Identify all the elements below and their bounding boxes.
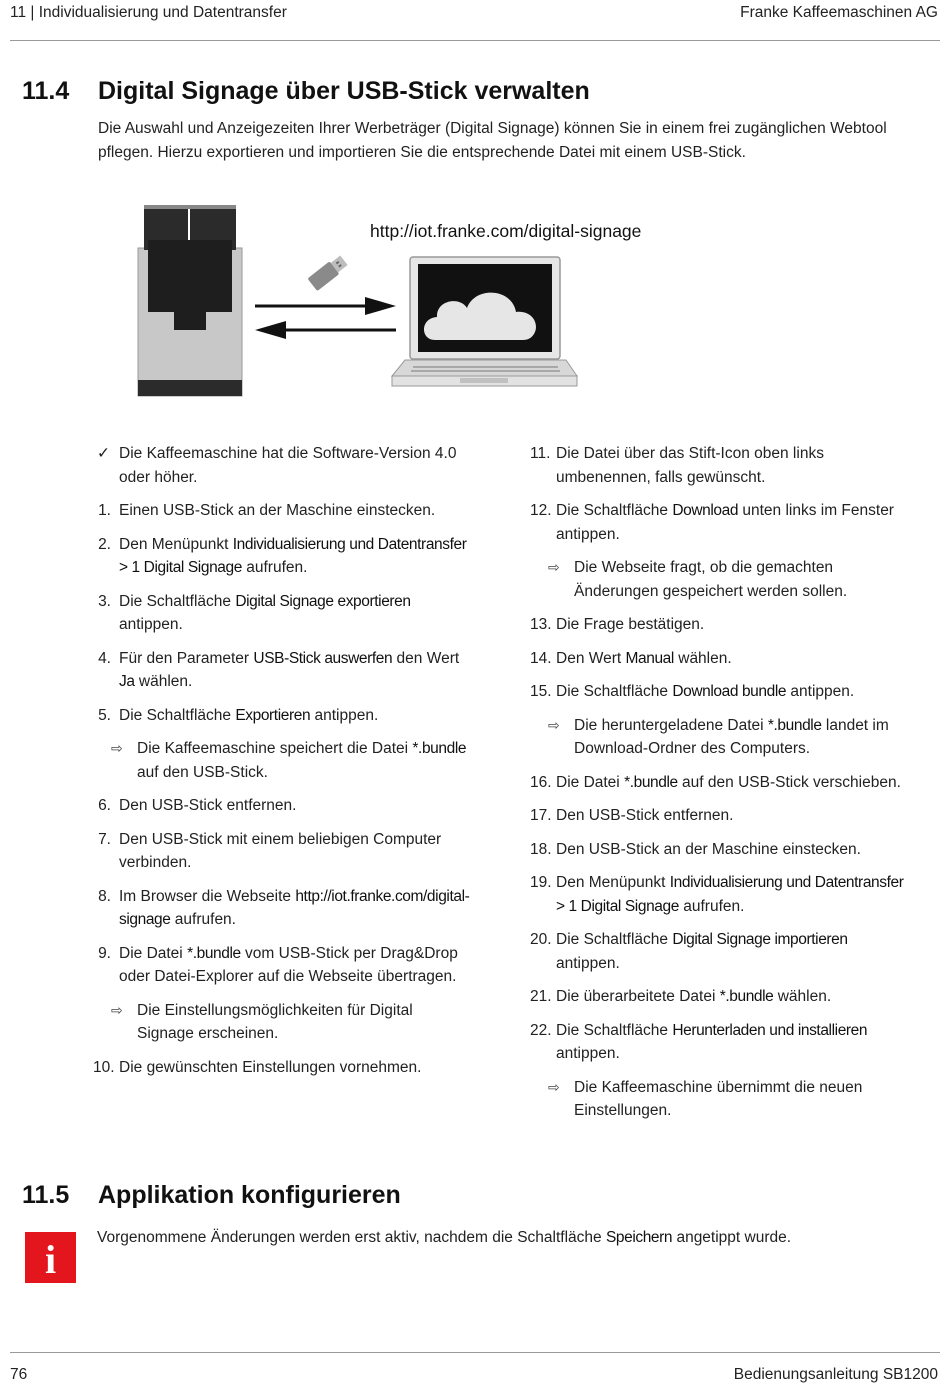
step-text xyxy=(119,797,296,814)
text-fragment: Die Kaffeemaschine hat die Software-Version 4.0 oder höher. xyxy=(119,445,457,486)
step-text xyxy=(119,945,458,986)
step-number: 16. xyxy=(530,773,552,791)
ui-term: Ja xyxy=(119,673,135,690)
step-text xyxy=(556,874,904,915)
step-text xyxy=(119,502,435,519)
text-fragment: aufrufen. xyxy=(170,911,236,928)
step-text xyxy=(574,559,847,600)
ui-term: *.bundle xyxy=(719,988,774,1005)
text-fragment: antippen. xyxy=(556,1045,620,1062)
text-fragment: Die Kaffeemaschine übernimmt die neuen Einstellungen. xyxy=(574,1078,863,1119)
step-item xyxy=(93,590,473,637)
step-number: 4. xyxy=(98,649,111,667)
text-fragment: wählen. xyxy=(134,673,193,690)
text-fragment: Den Menüpunkt xyxy=(119,535,233,553)
ui-term: Download bundle xyxy=(672,683,787,700)
footer-manual-title: Bedienungsanleitung SB1200 xyxy=(733,1366,938,1383)
step-text xyxy=(556,683,854,700)
step-item xyxy=(530,613,910,637)
result-arrow-icon: ⇨ xyxy=(548,716,560,733)
text-fragment: Die Schaltfläche xyxy=(556,683,673,700)
step-number: 11. xyxy=(530,445,551,462)
step-number: 10. xyxy=(93,1058,115,1076)
step-text xyxy=(556,988,831,1005)
text-fragment: Die Schaltfläche xyxy=(556,1021,673,1039)
step-text xyxy=(119,707,378,724)
text-fragment: Die Frage bestätigen. xyxy=(556,616,705,633)
text-fragment: Die Webseite fragt, ob die gemachten Änderungen gespeichert werden sollen. xyxy=(574,559,848,600)
section-number: 11.4 xyxy=(22,77,70,105)
prerequisite-item xyxy=(93,442,473,489)
step-item xyxy=(93,533,473,580)
step-item xyxy=(530,804,910,828)
text-fragment: Die Datei xyxy=(556,773,625,791)
info-icon xyxy=(25,1232,76,1283)
ui-term: USB-Stick auswerfen xyxy=(253,649,393,667)
section-title-11-5: Applikation konfigurieren xyxy=(98,1181,401,1209)
step-text xyxy=(137,1002,413,1043)
result-item xyxy=(93,737,473,784)
header-divider xyxy=(10,40,940,41)
text-fragment: Die Datei xyxy=(119,944,188,962)
coffee-machine-illustration xyxy=(138,205,242,396)
ui-term: Download xyxy=(672,502,739,519)
step-text xyxy=(556,650,732,667)
step-text xyxy=(556,445,824,486)
step-text xyxy=(556,841,861,858)
ui-term: *.bundle xyxy=(624,773,678,791)
result-item xyxy=(530,1076,910,1123)
step-item xyxy=(530,771,910,795)
page-header xyxy=(10,4,940,26)
step-item xyxy=(530,928,910,975)
section-title: Digital Signage über USB-Stick verwalten xyxy=(98,77,590,105)
text-fragment: Einen USB-Stick an der Maschine einstecken. xyxy=(119,502,436,519)
step-text xyxy=(556,774,901,791)
step-text xyxy=(556,616,704,633)
text-fragment: wählen. xyxy=(773,988,832,1005)
ui-term: Herunterladen und installieren xyxy=(672,1021,868,1039)
result-arrow-icon: ⇨ xyxy=(111,1001,123,1018)
text-fragment: Den Wert xyxy=(556,649,626,667)
step-number: 7. xyxy=(98,830,111,848)
step-item xyxy=(93,885,473,932)
ui-term: Exportieren xyxy=(235,706,311,724)
text-fragment: Die Schaltfläche xyxy=(119,706,236,724)
step-number: 18. xyxy=(530,840,552,858)
step-item xyxy=(93,828,473,875)
step-item xyxy=(530,499,910,546)
step-item xyxy=(530,1019,910,1066)
section-intro: Die Auswahl und Anzeigezeiten Ihrer Werbeträger (Digital Signage) können Sie in einem frei zugänglichen Webtool pflegen. Hierzu exportieren und importieren Sie die entsprechende Datei mit einem USB-Stick. xyxy=(98,120,887,161)
step-text xyxy=(556,1022,867,1063)
step-item xyxy=(530,838,910,862)
ui-term: http://iot.franke.com/digital-signage xyxy=(119,887,470,928)
step-text xyxy=(574,1079,862,1120)
step-item xyxy=(530,985,910,1009)
text-fragment: Die Schaltfläche xyxy=(556,931,673,948)
step-number: 17. xyxy=(530,807,552,824)
ui-term: *.bundle xyxy=(767,716,822,734)
result-item xyxy=(530,714,910,761)
result-arrow-icon: ⇨ xyxy=(548,1078,560,1095)
text-fragment: vom USB-Stick per Drag&Drop oder Datei-Explorer auf die Webseite übertragen. xyxy=(119,944,458,985)
text-fragment: aufrufen. xyxy=(241,559,308,576)
text-fragment: Den Menüpunkt xyxy=(556,874,670,891)
step-number: 20. xyxy=(530,931,552,948)
text-fragment: Den USB-Stick mit einem beliebigen Computer verbinden. xyxy=(119,830,442,871)
text-fragment: Die Datei über das Stift-Icon oben links umbenennen, falls gewünscht. xyxy=(556,445,824,486)
page-number: 76 xyxy=(10,1366,28,1383)
text-fragment: landet im Download-Ordner des Computers. xyxy=(574,716,889,757)
step-number: 8. xyxy=(98,887,111,905)
steps-column-left xyxy=(93,442,473,1089)
step-number: 21. xyxy=(530,988,552,1005)
section-number-11-5: 11.5 xyxy=(22,1181,70,1209)
step-text xyxy=(119,445,456,486)
laptop-cloud-illustration xyxy=(392,257,577,386)
text-fragment: auf den USB-Stick verschieben. xyxy=(677,773,901,791)
text-fragment: Die Kaffeemaschine speichert die Datei xyxy=(137,740,413,757)
text-fragment: Den USB-Stick entfernen. xyxy=(119,797,297,814)
step-text xyxy=(119,888,469,929)
header-company: Franke Kaffeemaschinen AG xyxy=(740,4,938,21)
step-item xyxy=(93,647,473,694)
text-fragment: Die heruntergeladene Datei xyxy=(574,716,768,734)
step-number: 3. xyxy=(98,592,111,610)
step-item xyxy=(93,1056,473,1080)
step-text xyxy=(556,502,894,543)
step-item xyxy=(93,794,473,818)
step-number: 15. xyxy=(530,683,552,700)
step-number: 6. xyxy=(98,797,111,814)
step-text xyxy=(556,807,733,824)
ui-term: Digital Signage importieren xyxy=(672,931,848,948)
text-fragment: angetippt wurde. xyxy=(672,1229,792,1246)
ui-term: Digital Signage exportieren xyxy=(235,592,411,610)
step-text xyxy=(574,717,889,758)
step-item xyxy=(530,680,910,704)
info-note xyxy=(97,1226,917,1250)
ui-term: *.bundle xyxy=(187,944,241,962)
result-item xyxy=(530,556,910,603)
text-fragment: antippen. xyxy=(786,683,855,700)
step-item xyxy=(530,871,910,918)
step-item xyxy=(93,942,473,989)
ui-term: *.bundle xyxy=(412,740,467,757)
text-fragment: aufrufen. xyxy=(678,897,745,915)
step-number: 19. xyxy=(530,874,552,891)
ui-term: Individualisierung und Datentransfer > 1 Digital Signage xyxy=(119,535,467,576)
diagram-url: http://iot.franke.com/digital-signage xyxy=(370,221,642,241)
ui-term: Speichern xyxy=(605,1229,673,1246)
checkmark-icon: ✓ xyxy=(97,445,110,462)
step-number: 12. xyxy=(530,502,552,519)
step-text xyxy=(119,1059,421,1076)
text-fragment: Die gewünschten Einstellungen vornehmen. xyxy=(119,1058,422,1076)
text-fragment: antippen. xyxy=(119,616,183,633)
step-number: 22. xyxy=(530,1021,552,1039)
usb-stick-icon xyxy=(307,254,348,291)
step-number: 2. xyxy=(98,535,111,553)
step-number: 1. xyxy=(98,502,111,519)
result-item xyxy=(93,999,473,1046)
text-fragment: Den USB-Stick an der Maschine einstecken. xyxy=(556,840,861,858)
text-fragment: Im Browser die Webseite xyxy=(119,887,296,905)
step-text xyxy=(556,931,848,972)
step-item xyxy=(530,647,910,671)
step-item xyxy=(530,442,910,489)
text-fragment: antippen. xyxy=(310,706,379,724)
step-number: 14. xyxy=(530,649,552,667)
step-text xyxy=(119,650,459,691)
step-number: 9. xyxy=(98,944,111,962)
text-fragment: Die Einstellungsmöglichkeiten für Digital Signage erscheinen. xyxy=(137,1001,413,1042)
text-fragment: unten links im Fenster antippen. xyxy=(556,502,894,543)
text-fragment: Die Schaltfläche xyxy=(556,502,673,519)
step-text xyxy=(119,593,411,634)
step-text xyxy=(119,831,441,872)
text-fragment: Vorgenommene Änderungen werden erst aktiv, nachdem die Schaltfläche xyxy=(97,1229,606,1246)
arrow-right-icon xyxy=(255,297,396,315)
text-fragment: Die Schaltfläche xyxy=(119,592,236,610)
result-arrow-icon: ⇨ xyxy=(111,740,123,756)
text-fragment: Den USB-Stick entfernen. xyxy=(556,807,734,824)
ui-term: Individualisierung und Datentransfer > 1 Digital Signage xyxy=(556,874,904,915)
step-text xyxy=(137,740,466,781)
steps-column-right xyxy=(530,442,910,1133)
ui-term: Manual xyxy=(625,649,674,667)
arrow-left-icon xyxy=(255,321,396,339)
step-number: 5. xyxy=(98,706,111,724)
step-item xyxy=(93,704,473,728)
result-arrow-icon: ⇨ xyxy=(548,559,560,575)
step-number: 13. xyxy=(530,616,552,633)
step-item xyxy=(93,499,473,523)
text-fragment: Für den Parameter xyxy=(119,649,254,667)
text-fragment: Die überarbeitete Datei xyxy=(556,988,720,1005)
text-fragment: auf den USB-Stick. xyxy=(137,763,268,781)
text-fragment: den Wert xyxy=(392,649,460,667)
info-icon-glyph: i xyxy=(44,1237,57,1282)
header-chapter: 11 | Individualisierung und Datentransfer xyxy=(10,4,287,21)
text-fragment: wählen. xyxy=(673,649,732,667)
step-text xyxy=(119,536,467,577)
footer-divider xyxy=(10,1352,940,1353)
text-fragment: antippen. xyxy=(556,954,620,972)
